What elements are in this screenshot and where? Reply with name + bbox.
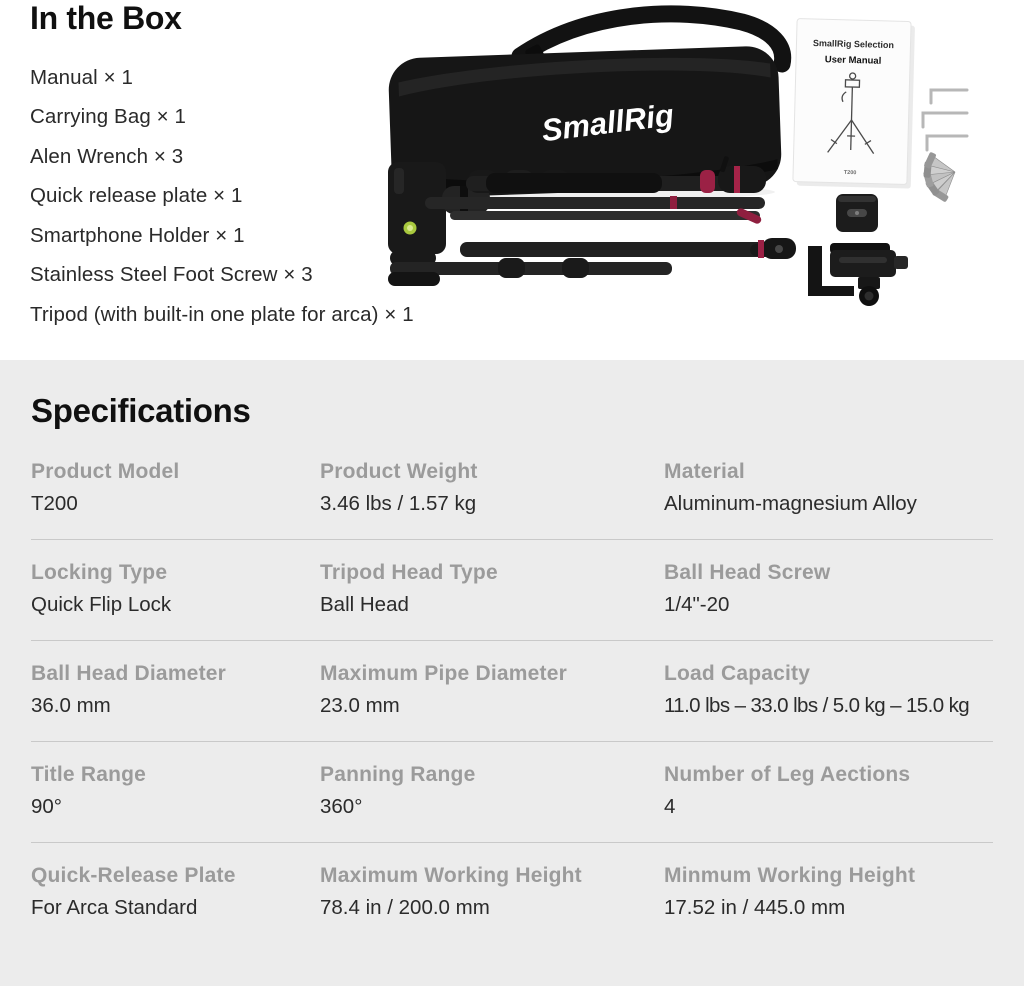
- smartphone-holder: [808, 243, 908, 306]
- spec-tilt-range: [31, 763, 320, 819]
- spec-label: Panning Range: [320, 762, 476, 786]
- spec-row-1: [31, 443, 993, 539]
- spec-label: Product Weight: [320, 459, 478, 483]
- foot-screws: [923, 152, 962, 203]
- spec-maximum-working-height: [320, 864, 664, 920]
- spec-label: Load Capacity: [664, 661, 811, 685]
- spec-leg-sections: [664, 763, 993, 819]
- spec-label: Ball Head Screw: [664, 560, 831, 584]
- spec-value: T200: [31, 491, 78, 515]
- manual-model-text: T200: [843, 169, 857, 177]
- spec-grid: [31, 443, 993, 943]
- specifications-title: Specifications: [31, 392, 251, 429]
- in-the-box-section: [0, 0, 1024, 360]
- list-item-smartphone-holder: Smartphone Holder × 1: [30, 223, 245, 247]
- spec-quick-release-plate: [31, 864, 320, 920]
- spec-label: Material: [664, 459, 745, 483]
- spec-label: Minmum Working Height: [664, 863, 916, 887]
- spec-value: 36.0 mm: [31, 693, 111, 717]
- in-the-box-title: In the Box: [30, 0, 182, 36]
- spec-value: Aluminum-magnesium Alloy: [664, 491, 917, 515]
- spec-value: 360°: [320, 794, 363, 818]
- spec-value: 23.0 mm: [320, 693, 400, 717]
- spec-value: 4: [664, 794, 676, 818]
- manual-brand-text: SmallRig Selection: [812, 37, 895, 51]
- spec-value: Quick Flip Lock: [31, 592, 172, 616]
- spec-label: Maximum Working Height: [320, 863, 582, 887]
- spec-label: Number of Leg Aections: [664, 762, 911, 786]
- list-item-manual: Manual × 1: [30, 65, 133, 89]
- list-item-carrying-bag: Carrying Bag × 1: [30, 105, 187, 129]
- spec-ball-head-diameter: [31, 662, 320, 718]
- spec-label: Tripod Head Type: [320, 560, 498, 584]
- list-item-allen-wrench: Alen Wrench × 3: [30, 144, 184, 168]
- box-contents-list: [30, 58, 510, 335]
- quick-release-plate: [836, 194, 878, 232]
- spec-label: Product Model: [31, 459, 180, 483]
- in-the-box-text: [30, 0, 510, 334]
- user-manual-card: [793, 19, 915, 189]
- spec-value: 3.46 lbs / 1.57 kg: [320, 491, 477, 515]
- specifications-section: [0, 360, 1024, 986]
- list-item-quick-release-plate: Quick release plate × 1: [30, 184, 243, 208]
- manual-title-text: User Manual: [824, 54, 882, 67]
- spec-value: 90°: [31, 794, 63, 818]
- list-item-foot-screw: Stainless Steel Foot Screw × 3: [30, 263, 313, 287]
- spec-label: Maximum Pipe Diameter: [320, 661, 567, 685]
- list-item-tripod: Tripod (with built-in one plate for arca) × 1: [30, 302, 414, 326]
- bag-logo-text: SmallRig: [539, 97, 676, 149]
- spec-value: Ball Head: [320, 592, 409, 616]
- spec-material: [664, 460, 993, 516]
- spec-value: 1/4"-20: [664, 592, 730, 616]
- spec-row-5: [31, 842, 993, 943]
- spec-load-capacity: [664, 662, 993, 718]
- spec-label: Locking Type: [31, 560, 168, 584]
- spec-row-3: [31, 640, 993, 741]
- spec-product-weight: [320, 460, 664, 516]
- spec-value: For Arca Standard: [31, 895, 198, 919]
- spec-label: Quick-Release Plate: [31, 863, 236, 887]
- spec-locking-type: [31, 561, 320, 617]
- spec-label: Title Range: [31, 762, 147, 786]
- spec-value: 11.0 lbs – 33.0 lbs / 5.0 kg – 15.0 kg: [664, 693, 970, 717]
- spec-row-4: [31, 741, 993, 842]
- spec-panning-range: [320, 763, 664, 819]
- spec-maximum-pipe-diameter: [320, 662, 664, 718]
- spec-product-model: [31, 460, 320, 516]
- spec-value: 78.4 in / 200.0 mm: [320, 895, 490, 919]
- spec-ball-head-screw: [664, 561, 993, 617]
- spec-minimum-working-height: [664, 864, 993, 920]
- spec-row-2: [31, 539, 993, 640]
- spec-label: Ball Head Diameter: [31, 661, 227, 685]
- spec-tripod-head-type: [320, 561, 664, 617]
- spec-value: 17.52 in / 445.0 mm: [664, 895, 846, 919]
- allen-wrench-set: [923, 90, 967, 150]
